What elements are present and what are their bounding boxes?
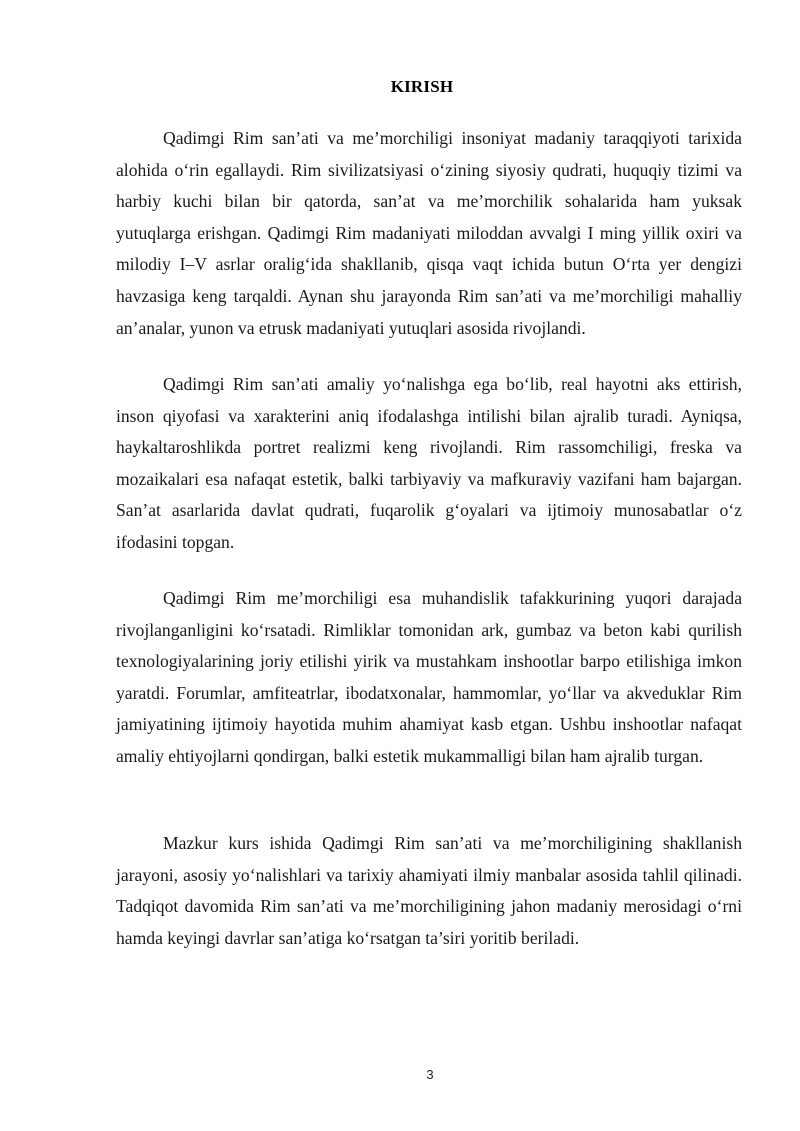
paragraph-4: Mazkur kurs ishida Qadimgi Rim san’ati va me’morchiligining shakllanish jarayoni, asosiy yo‘nalishlari va tarixiy ahamiyati ilmiy manbalar asosida tahlil qilinadi. Tadqiqot davomida Rim san’ati va me’morchiligining jahon madaniy merosidagi o‘rni hamda keyingi davrlar san’atiga ko‘rsatgan ta’siri yoritib beriladi. (116, 833, 742, 948)
paragraph-2: Qadimgi Rim san’ati amaliy yo‘nalishga ega bo‘lib, real hayotni aks ettirish, inson qiyofasi va xarakterini aniq ifodalashga intilishi bilan ajralib turadi. Ayniqsa, haykaltaroshlikda portret realizmi keng rivojlandi. Rim rassomchiligi, freska va mozaikalari esa nafaqat estetik, balki tarbiyaviy va mafkuraviy vazifani ham bajargan. San’at asarlarida davlat qudrati, fuqarolik g‘oyalari va ijtimoiy munosabatlar o‘z ifodasini topgan. (116, 374, 742, 552)
paragraph-3: Qadimgi Rim me’morchiligi esa muhandislik tafakkurining yuqori darajada rivojlanganligini ko‘rsatadi. Rimliklar tomonidan ark, gumbaz va beton kabi qurilish texnologiyalarining joriy etilishi yirik va mustahkam inshootlar barpo etilishiga imkon yaratdi. Forumlar, amfiteatrlar, ibodatxonalar, hammomlar, yo‘llar va akveduklar Rim jamiyatining ijtimoiy hayotida muhim ahamiyat kasb etgan. Ushbu inshootlar nafaqat amaliy ehtiyojlarni qondirgan, balki estetik mukammalligi bilan ham ajralib turgan. (116, 588, 742, 766)
paragraph-1: Qadimgi Rim san’ati va me’morchiligi insoniyat madaniy taraqqiyoti tarixida alohida o‘rin egallaydi. Rim sivilizatsiyasi o‘zining siyosiy qudrati, huquqiy tizimi va harbiy kuchi bilan bir qatorda, san’at va me’morchilik sohalarida ham yuksak yutuqlarga erishgan. Qadimgi Rim madaniyati miloddan avvalgi I ming yillik oxiri va milodiy I–V asrlar oralig‘ida shakllanib, qisqa vaqt ichida butun O‘rta yer dengizi havzasiga keng tarqaldi. Aynan shu jarayonda Rim san’ati va me’morchiligi mahalliy an’analar, yunon va etrusk madaniyati yutuqlari asosida rivojlandi. (116, 128, 742, 338)
page-number: 3 (426, 1067, 434, 1082)
page-title: KIRISH (390, 77, 454, 96)
